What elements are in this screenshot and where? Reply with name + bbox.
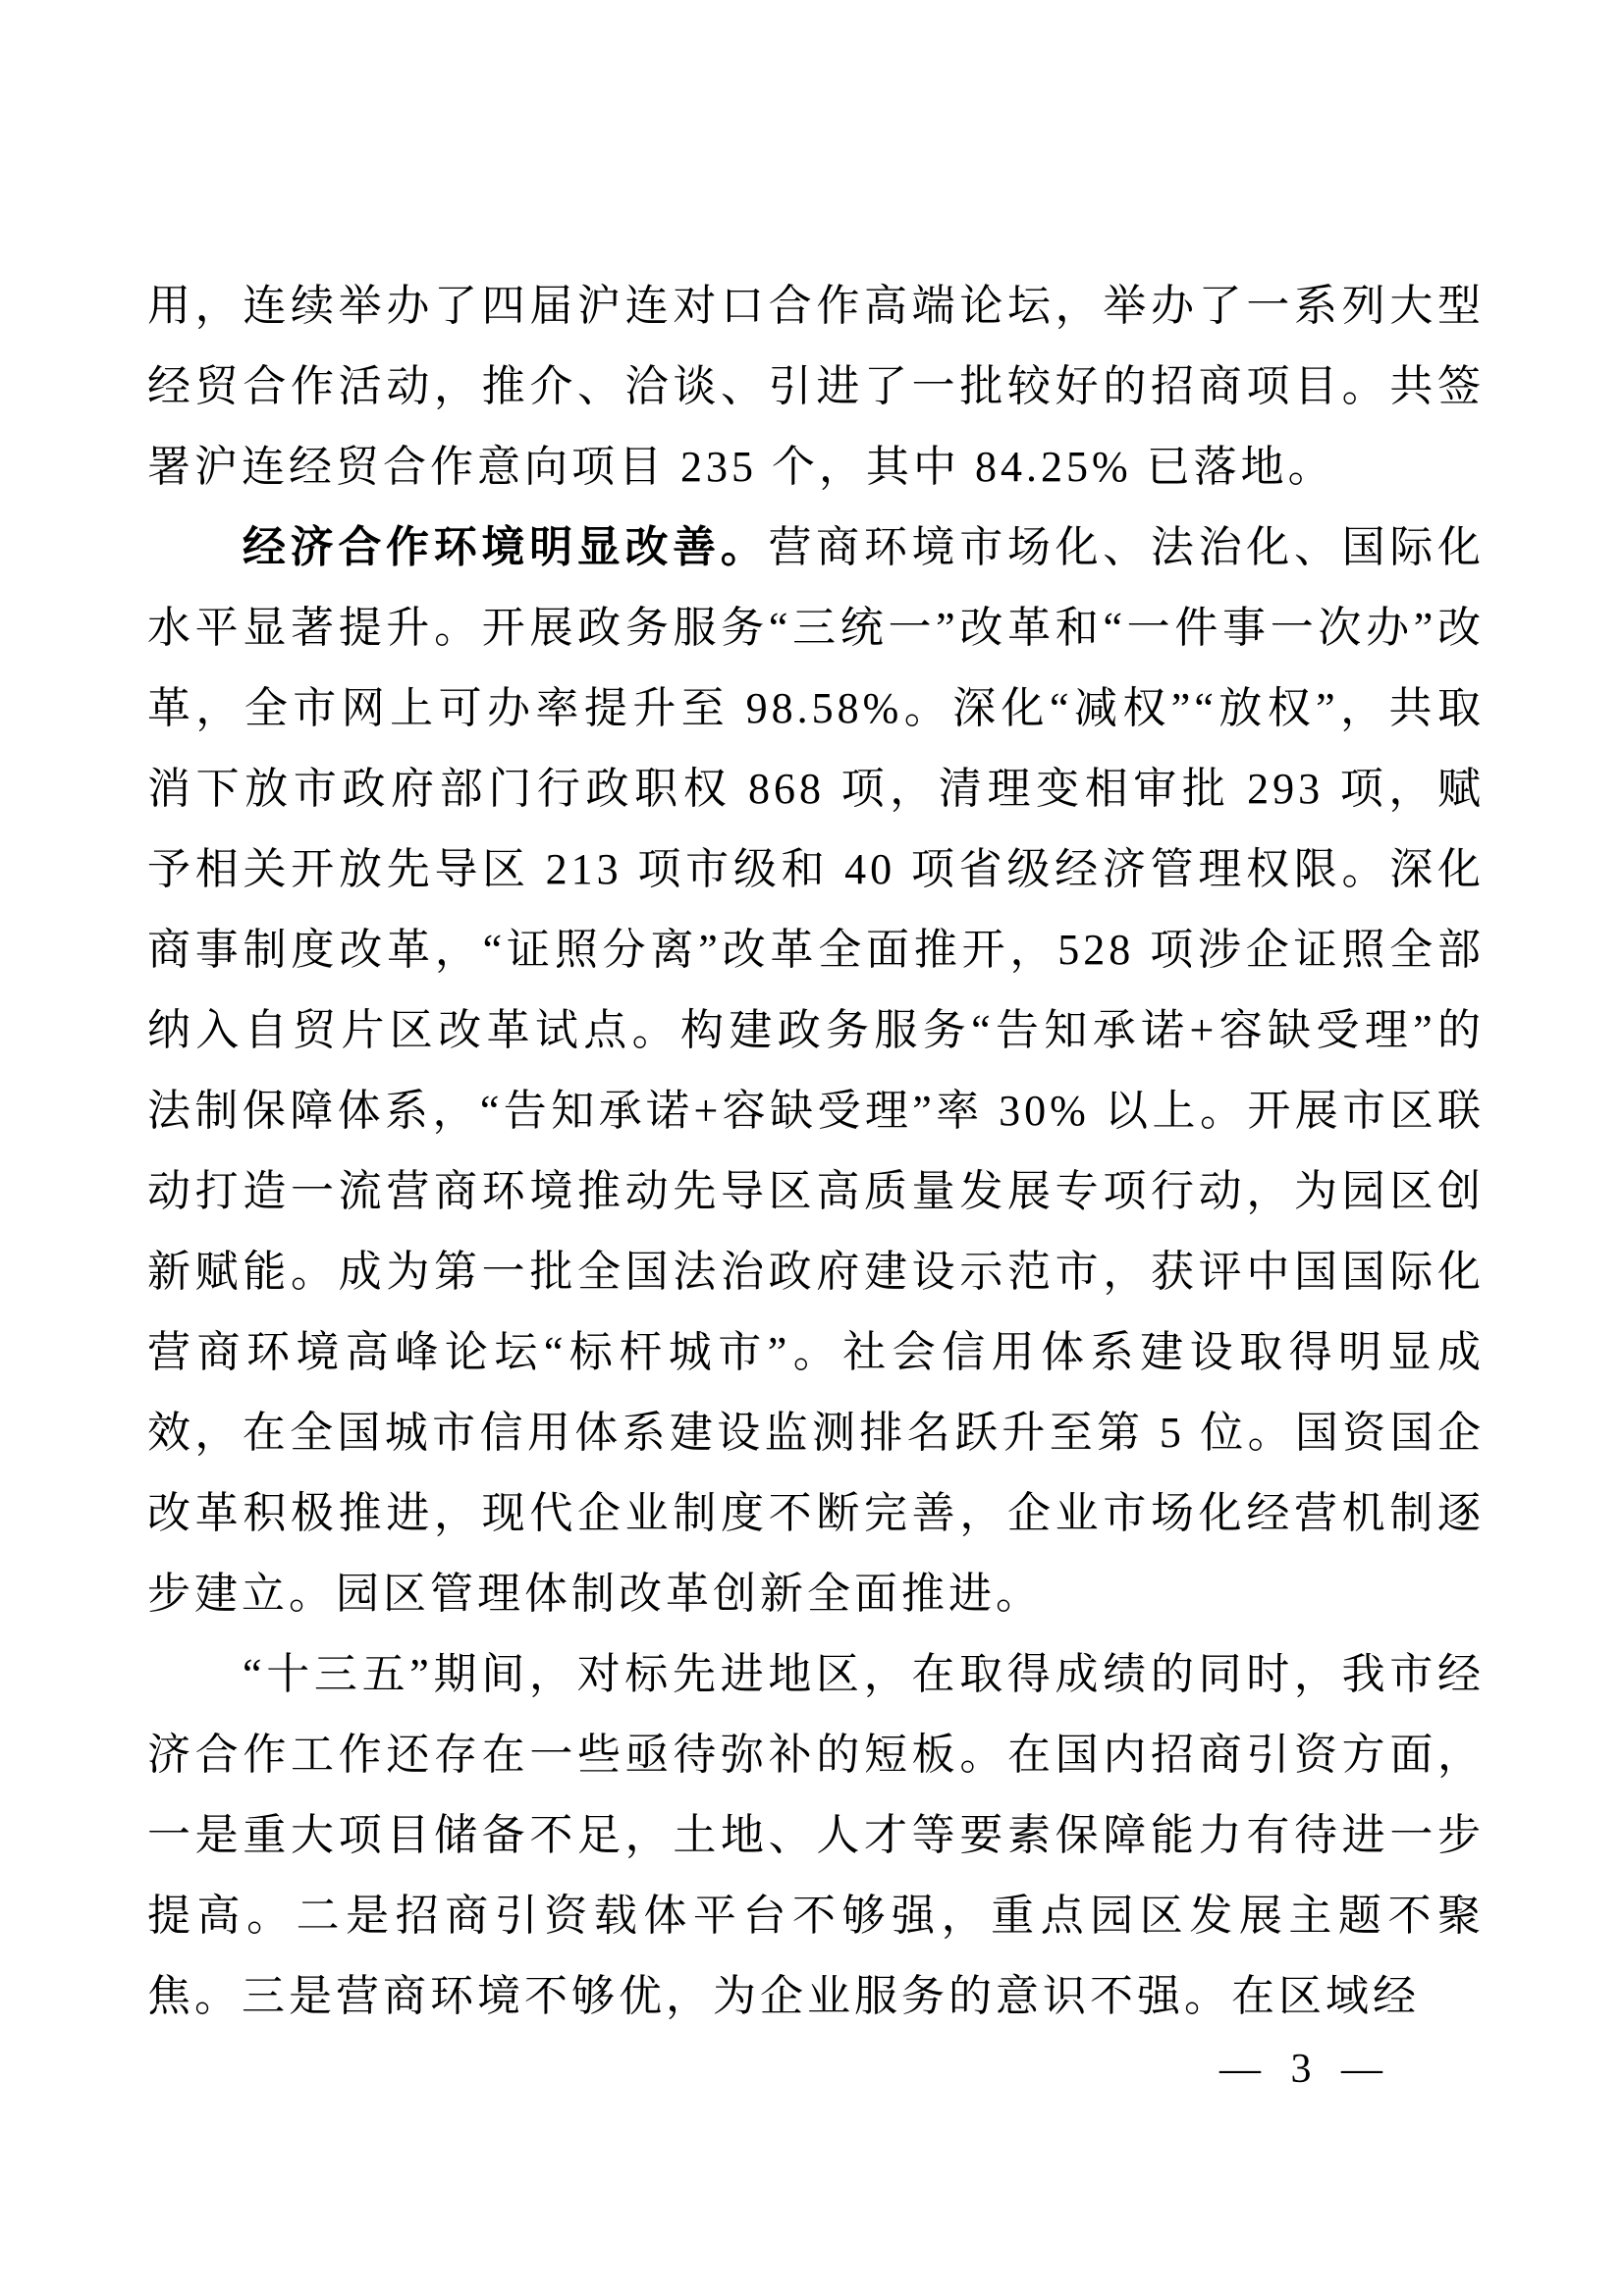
paragraph	[147, 507, 1485, 1634]
paragraph	[147, 266, 1485, 507]
text-run: “十三五”期间，对标先进地区，在取得成绩的同时，我市经济合作工作还存在一些亟待弥补的短板。在国内招商引资方面，一是重大项目储备不足，土地、人才等要素保障能力有待进一步提高。二是招商引资载体平台不够强，重点园区发展主题不聚焦。三是营商环境不够优，为企业服务的意识不强。在区域经	[147, 1650, 1485, 2020]
bold-text-run: 经济合作环境明显改善。	[243, 523, 769, 571]
text-run: 营商环境市场化、法治化、国际化水平显著提升。开展政务服务“三统一”改革和“一件事一次办”改革，全市网上可办率提升至 98.58%。深化“减权”“放权”，共取消下放市政府部门行政职权 868 项，清理变相审批 293 项，赋予相关开放先导区 213 项市级和 40 项省级经济管理权限。深化商事制度改革，“证照分离”改革全面推开，528 项涉企证照全部纳入自贸片区改革试点。构建政务服务“告知承诺+容缺受理”的法制保障体系，“告知承诺+容缺受理”率 30% 以上。开展市区联动打造一流营商环境推动先导区高质量发展专项行动，为园区创新赋能。成为第一批全国法治政府建设示范市，获评中国国际化营商环境高峰论坛“标杆城市”。社会信用体系建设取得明显成效，在全国城市信用体系建设监测排名跃升至第 5 位。国资国企改革积极推进，现代企业制度不断完善，企业市场化经营机制逐步建立。园区管理体制改革创新全面推进。	[147, 523, 1486, 1618]
document-body	[147, 266, 1485, 2037]
paragraph	[147, 1634, 1485, 2037]
page-footer	[0, 2045, 1624, 2094]
text-run: 用，连续举办了四届沪连对口合作高端论坛，举办了一系列大型经贸合作活动，推介、洽谈、引进了一批较好的招商项目。共签署沪连经贸合作意向项目 235 个，其中 84.25% 已落地。	[147, 282, 1485, 491]
page-number: — 3 —	[1219, 2047, 1392, 2092]
